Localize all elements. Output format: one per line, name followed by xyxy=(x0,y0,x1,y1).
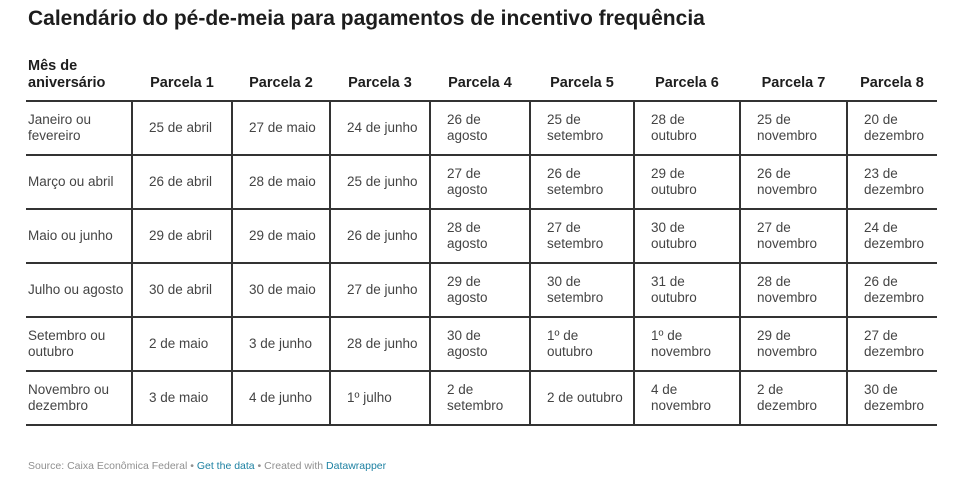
datawrapper-link[interactable]: Datawrapper xyxy=(326,460,387,472)
payment-date-cell xyxy=(430,263,530,317)
row-label-birth-month xyxy=(26,101,132,155)
payment-date-text: 25 de abril xyxy=(149,120,213,135)
payment-date-text: 29 de maio xyxy=(249,228,316,243)
payment-date-cell xyxy=(530,101,634,155)
row-label-text: Maio ou junho xyxy=(28,228,113,243)
payment-date-text: 24 de dezembro xyxy=(864,220,925,251)
payment-date-cell xyxy=(634,317,740,371)
row-label-text: Julho ou agosto xyxy=(28,282,124,297)
payment-date-cell xyxy=(847,371,937,425)
payment-date-text: 24 de junho xyxy=(347,120,418,135)
row-label-birth-month xyxy=(26,209,132,263)
payment-date-text: 4 de novembro xyxy=(651,382,712,413)
payment-date-text: 2 de setembro xyxy=(447,382,504,413)
payment-date-cell xyxy=(530,371,634,425)
payment-date-text: 28 de agosto xyxy=(447,220,488,251)
payment-date-cell xyxy=(132,317,232,371)
row-label-text: Setembro ou outubro xyxy=(28,328,106,359)
column-header-parcela-8: Parcela 8 xyxy=(847,58,937,101)
column-header-birth-month: Mês de aniversário xyxy=(26,58,132,101)
payment-date-cell xyxy=(847,263,937,317)
footer-created-with: • Created with xyxy=(254,460,327,472)
payment-date-text: 29 de outubro xyxy=(651,166,697,197)
payment-date-cell xyxy=(330,263,430,317)
payment-date-cell xyxy=(634,209,740,263)
payment-date-text: 27 de novembro xyxy=(757,220,818,251)
column-header-parcela-1: Parcela 1 xyxy=(132,58,232,101)
payment-date-cell xyxy=(740,209,847,263)
payment-date-text: 26 de abril xyxy=(149,174,213,189)
payment-date-cell xyxy=(634,263,740,317)
payment-date-text: 2 de dezembro xyxy=(757,382,818,413)
payment-date-text: 23 de dezembro xyxy=(864,166,925,197)
table-row xyxy=(26,263,937,317)
row-label-birth-month xyxy=(26,371,132,425)
payment-date-text: 29 de agosto xyxy=(447,274,488,305)
payment-date-cell xyxy=(634,155,740,209)
payment-date-text: 25 de setembro xyxy=(547,112,604,143)
table-row xyxy=(26,155,937,209)
payment-date-text: 31 de outubro xyxy=(651,274,697,305)
source-text: Source: Caixa Econômica Federal xyxy=(28,460,188,472)
column-header-parcela-2: Parcela 2 xyxy=(232,58,330,101)
table-row xyxy=(26,101,937,155)
payment-date-cell xyxy=(847,155,937,209)
payment-date-cell xyxy=(430,371,530,425)
get-the-data-link[interactable]: Get the data xyxy=(196,460,255,472)
payment-date-cell xyxy=(530,263,634,317)
payment-date-text: 29 de novembro xyxy=(757,328,818,359)
row-label-birth-month xyxy=(26,263,132,317)
chart-title: Calendário do pé-de-meia para pagamentos de incentivo frequência xyxy=(28,7,705,30)
payment-date-cell xyxy=(530,209,634,263)
column-header-parcela-4: Parcela 4 xyxy=(430,58,530,101)
payment-date-text: 1º julho xyxy=(347,390,392,405)
payment-date-cell xyxy=(330,209,430,263)
table-header-row xyxy=(26,58,937,101)
payment-date-text: 30 de dezembro xyxy=(864,382,925,413)
table-body xyxy=(26,101,937,425)
table-row xyxy=(26,317,937,371)
payment-date-text: 27 de dezembro xyxy=(864,328,925,359)
payment-date-text: 26 de dezembro xyxy=(864,274,925,305)
column-header-parcela-5: Parcela 5 xyxy=(530,58,634,101)
payment-date-text: 30 de outubro xyxy=(651,220,697,251)
payment-date-text: 27 de junho xyxy=(347,282,418,297)
payment-date-cell xyxy=(634,101,740,155)
payment-date-text: 30 de abril xyxy=(149,282,213,297)
column-header-parcela-3: Parcela 3 xyxy=(330,58,430,101)
payment-date-cell xyxy=(330,317,430,371)
payment-date-cell xyxy=(232,371,330,425)
payment-date-cell xyxy=(740,263,847,317)
payment-date-cell xyxy=(847,101,937,155)
payment-date-text: 4 de junho xyxy=(249,390,313,405)
payment-date-text: 20 de dezembro xyxy=(864,112,925,143)
payment-date-text: 26 de junho xyxy=(347,228,418,243)
row-label-birth-month xyxy=(26,317,132,371)
payment-date-text: 25 de novembro xyxy=(757,112,818,143)
table-row xyxy=(26,371,937,425)
row-label-birth-month xyxy=(26,155,132,209)
payment-date-text: 27 de agosto xyxy=(447,166,488,197)
payment-date-cell xyxy=(740,317,847,371)
payment-calendar-table xyxy=(26,58,937,426)
payment-date-cell xyxy=(232,317,330,371)
row-label-text: Janeiro ou fevereiro xyxy=(28,112,92,143)
payment-date-text: 26 de setembro xyxy=(547,166,604,197)
table-row xyxy=(26,209,937,263)
payment-date-text: 1º de novembro xyxy=(651,328,712,359)
payment-date-text: 2 de maio xyxy=(149,336,209,351)
payment-date-cell xyxy=(232,101,330,155)
footer-separator: • xyxy=(187,460,197,472)
payment-date-cell xyxy=(740,371,847,425)
payment-date-text: 30 de setembro xyxy=(547,274,604,305)
payment-date-cell xyxy=(330,371,430,425)
payment-date-text: 3 de maio xyxy=(149,390,209,405)
payment-date-cell xyxy=(430,101,530,155)
payment-date-cell xyxy=(530,317,634,371)
payment-date-text: 26 de agosto xyxy=(447,112,488,143)
payment-date-text: 1º de outubro xyxy=(547,328,593,359)
payment-date-cell xyxy=(430,155,530,209)
payment-date-text: 28 de outubro xyxy=(651,112,697,143)
column-header-parcela-7: Parcela 7 xyxy=(740,58,847,101)
payment-date-cell xyxy=(330,155,430,209)
payment-date-text: 27 de setembro xyxy=(547,220,604,251)
payment-date-text: 27 de maio xyxy=(249,120,316,135)
payment-date-text: 28 de novembro xyxy=(757,274,818,305)
payment-date-text: 3 de junho xyxy=(249,336,313,351)
payment-date-cell xyxy=(847,317,937,371)
payment-date-cell xyxy=(132,371,232,425)
payment-date-cell xyxy=(330,101,430,155)
payment-date-cell xyxy=(232,209,330,263)
payment-date-text: 2 de outubro xyxy=(547,390,623,405)
payment-date-cell xyxy=(132,101,232,155)
payment-date-cell xyxy=(530,155,634,209)
payment-date-cell xyxy=(132,209,232,263)
payment-date-cell xyxy=(430,209,530,263)
payment-date-cell xyxy=(232,155,330,209)
payment-date-cell xyxy=(847,209,937,263)
payment-date-text: 30 de maio xyxy=(249,282,316,297)
payment-date-cell xyxy=(740,101,847,155)
payment-date-cell xyxy=(430,317,530,371)
column-header-parcela-6: Parcela 6 xyxy=(634,58,740,101)
payment-date-text: 25 de junho xyxy=(347,174,418,189)
footer xyxy=(28,460,386,472)
payment-date-text: 28 de junho xyxy=(347,336,418,351)
payment-date-cell xyxy=(634,371,740,425)
payment-date-text: 30 de agosto xyxy=(447,328,488,359)
payment-date-cell xyxy=(740,155,847,209)
row-label-text: Novembro ou dezembro xyxy=(28,382,110,413)
payment-date-text: 26 de novembro xyxy=(757,166,818,197)
payment-date-cell xyxy=(132,155,232,209)
payment-date-text: 29 de abril xyxy=(149,228,213,243)
row-label-text: Março ou abril xyxy=(28,174,114,189)
payment-date-text: 28 de maio xyxy=(249,174,316,189)
payment-date-cell xyxy=(132,263,232,317)
payment-date-cell xyxy=(232,263,330,317)
